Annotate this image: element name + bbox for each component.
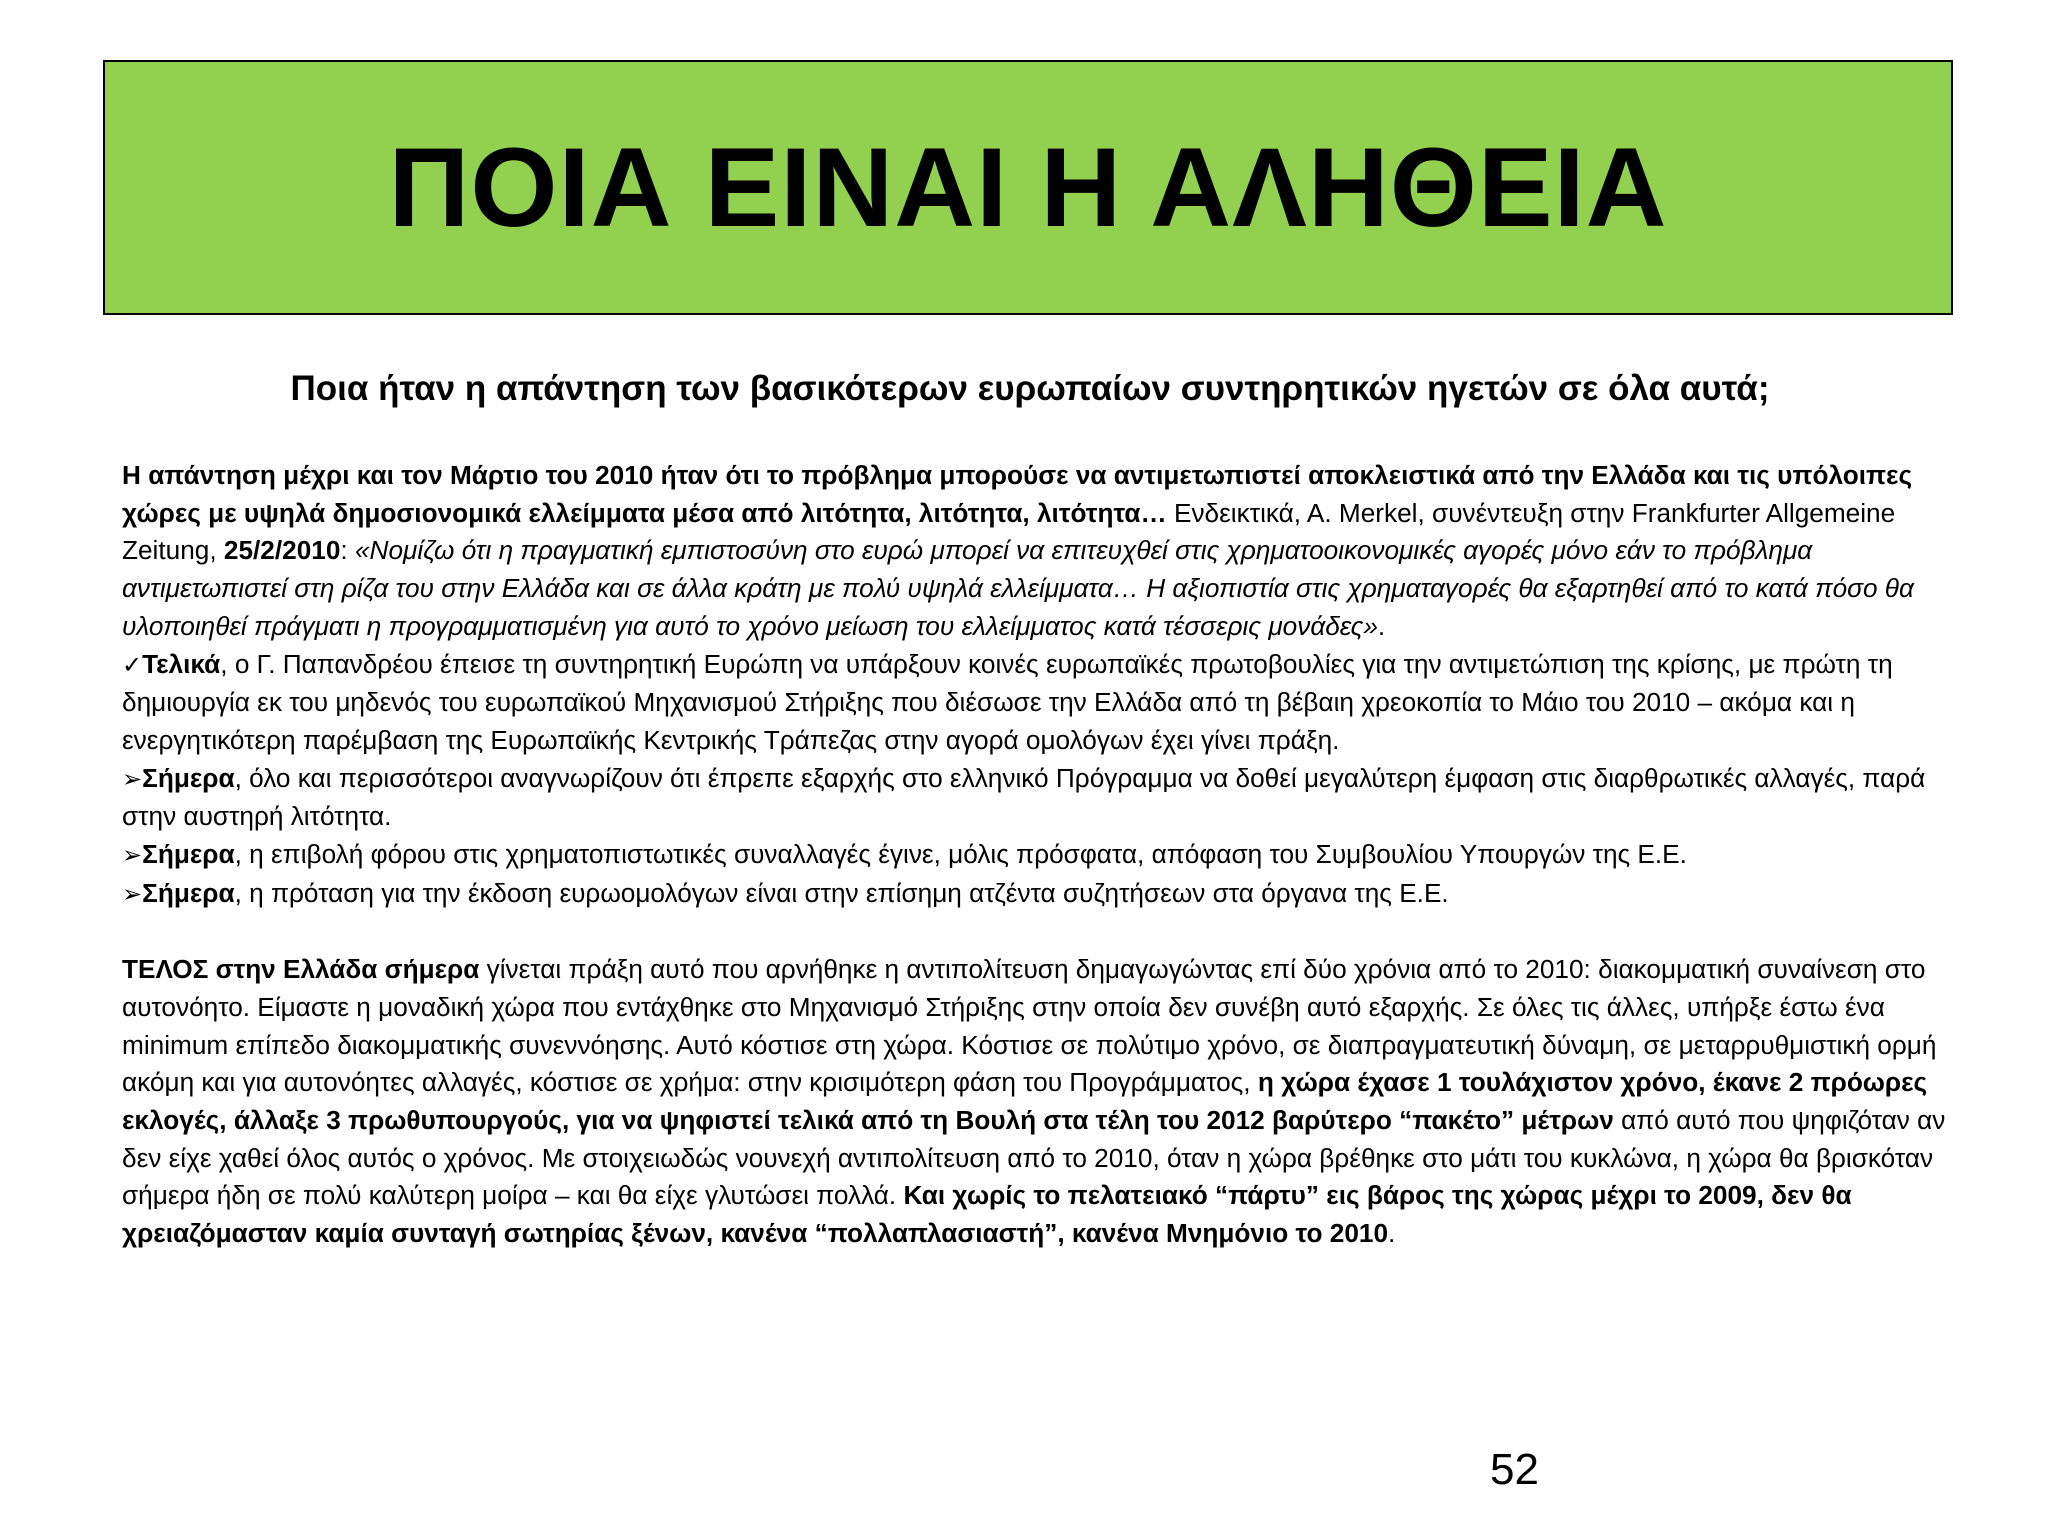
intro-date: 25/2/2010 bbox=[223, 535, 341, 566]
intro-end: . bbox=[1377, 610, 1386, 641]
arrow-item-lead: Σήμερα bbox=[142, 839, 235, 870]
arrow-item bbox=[122, 875, 1952, 914]
paragraph-gap bbox=[122, 913, 1952, 951]
conclusion-bold2: Και χωρίς το πελατειακό “πάρτυ” εις βάρος της χώρας μέχρι το 2009, δεν θα χρειαζόμασταν καμία συνταγή σωτηρίας ξένων, κανένα “πολλαπλασιαστή”, κανένα Μνημόνιο το 2010 bbox=[122, 1180, 1852, 1249]
checkmark-icon: ✓ bbox=[122, 650, 143, 679]
intro-bold-lead: Η απάντηση μέχρι και τον Μάρτιο του 2010 ήταν ότι το πρόβλημα μπορούσε να αντιμετωπιστεί αποκλειστικά από την Ελλάδα και τις υπόλοιπες χώρες με υψηλά δημοσιονομικά ελλείμματα μέσα από λιτότητα, λιτότητα, λιτότητα… bbox=[122, 460, 1913, 528]
arrow-item bbox=[122, 760, 1952, 836]
intro-quote: «Νομίζω ότι η πραγματική εμπιστοσύνη στο ευρώ μπορεί να επιτευχθεί στις χρηματοοικονομικές αγορές μόνο εάν το πρόβλημα αντιμετωπιστεί στη ρίζα του στην Ελλάδα και σε άλλα κράτη με πολύ υψηλά ελλείμματα… Η αξιοπιστία στις χρηματαγορές θα εξαρτηθεί από το κατά πόσο θα υλοποιηθεί πράγματι η προγραμματισμένη για αυτό το χρόνο μείωση του ελλείμματος κατά τέσσερις μονάδες» bbox=[122, 535, 1914, 641]
checkmark-item bbox=[122, 646, 1952, 760]
arrow-item bbox=[122, 836, 1952, 875]
conclusion-part2: από αυτό που ψηφιζόταν αν δεν είχε χαθεί όλος αυτός ο χρόνος. Με στοιχειωδώς νουνεχή αντιπολίτευση από το 2010, όταν η χώρα βρέθηκε στο μάτι του κυκλώνα, η χώρα θα βρισκόταν σήμερα ήδη σε πολύ καλύτερη μοίρα – και θα είχε γλυτώσει πολλά. bbox=[122, 1104, 1946, 1211]
intro-paragraph bbox=[122, 457, 1952, 646]
conclusion-end: . bbox=[1388, 1218, 1396, 1249]
arrow-item-lead: Σήμερα bbox=[142, 877, 235, 908]
body-text bbox=[122, 457, 1952, 1253]
slide-subtitle: Ποια ήταν η απάντηση των βασικότερων ευρωπαίων συντηρητικών ηγετών σε όλα αυτά; bbox=[290, 369, 1770, 408]
arrow-bullet-icon: ➢ bbox=[122, 879, 143, 908]
title-box bbox=[103, 60, 1953, 315]
conclusion-paragraph bbox=[122, 951, 1952, 1253]
intro-mid: Ενδεικτικά, Α. Merkel, συνέντευξη στην Frankfurter Allgemeine Zeitung, bbox=[122, 497, 1896, 566]
intro-colon: : bbox=[340, 535, 355, 566]
arrow-item-lead: Σήμερα bbox=[142, 762, 235, 793]
slide-title: ΠΟΙΑ ΕΙΝΑΙ Η ΑΛΗΘΕΙΑ bbox=[388, 124, 1668, 250]
conclusion-bold1: η χώρα έχασε 1 τουλάχιστον χρόνο, έκανε 2 πρόωρες εκλογές, άλλαξε 3 πρωθυπουργούς, για να ψηφιστεί τελικά από τη Βουλή στα τέλη του 2012 βαρύτερο “πακέτο” μέτρων bbox=[122, 1067, 1928, 1135]
page-number: 52 bbox=[1490, 1445, 1539, 1494]
conclusion-part1: γίνεται πράξη αυτό που αρνήθηκε η αντιπολίτευση δημαγωγώντας επί δύο χρόνια από το 2010: διακομματική συναίνεση στο αυτονόητο. Είμαστε η μοναδική χώρα που εντάχθηκε στο Μηχανισμό Στήριξης στην οποία δεν συνέβη αυτό εξαρχής. Σε όλες τις άλλες, υπήρξε έστω ένα minimum επίπεδο διακομματικής συνεννόησης. Αυτό κόστισε στη χώρα. Κόστισε σε πολύτιμο χρόνο, σε διαπραγματευτική δύναμη, σε μεταρρυθμιστική ορμή ακόμη και για αυτονόητες αλλαγές, κόστισε σε χρήμα: στην κρισιμότερη φάση του Προγράμματος, bbox=[122, 954, 1937, 1098]
arrow-item-text: , η πρόταση για την έκδοση ευρωομολόγων είναι στην επίσημη ατζέντα συζητήσεων στα όργανα της Ε.Ε. bbox=[234, 877, 1449, 908]
conclusion-lead: ΤΕΛΟΣ στην Ελλάδα σήμερα bbox=[122, 954, 480, 985]
arrow-item-text: , η επιβολή φόρου στις χρηματοπιστωτικές συναλλαγές έγινε, μόλις πρόσφατα, απόφαση του Συμβουλίου Υπουργών της Ε.Ε. bbox=[234, 839, 1687, 870]
arrow-item-text: , όλο και περισσότεροι αναγνωρίζουν ότι έπρεπε εξαρχής στο ελληνικό Πρόγραμμα να δοθεί μεγαλύτερη έμφαση στις διαρθρωτικές αλλαγές, παρά στην αυστηρή λιτότητα. bbox=[122, 762, 1926, 832]
arrow-bullet-icon: ➢ bbox=[122, 764, 143, 793]
checkmark-item-lead: Τελικά bbox=[142, 648, 221, 679]
arrow-bullet-icon: ➢ bbox=[122, 841, 143, 870]
checkmark-item-text: , ο Γ. Παπανδρέου έπεισε τη συντηρητική Ευρώπη να υπάρξουν κοινές ευρωπαϊκές πρωτοβουλίες για την αντιμετώπιση της κρίσης, με πρώτη τη δημιουργία εκ του μηδενός του ευρωπαϊκού Μηχανισμού Στήριξης που διέσωσε την Ελλάδα από τη βέβαιη χρεοκοπία το Μάιο του 2010 – ακόμα και η ενεργητικότερη παρέμβαση της Ευρωπαϊκής Κεντρικής Τράπεζας στην αγορά ομολόγων έχει γίνει πράξη. bbox=[122, 648, 1893, 755]
